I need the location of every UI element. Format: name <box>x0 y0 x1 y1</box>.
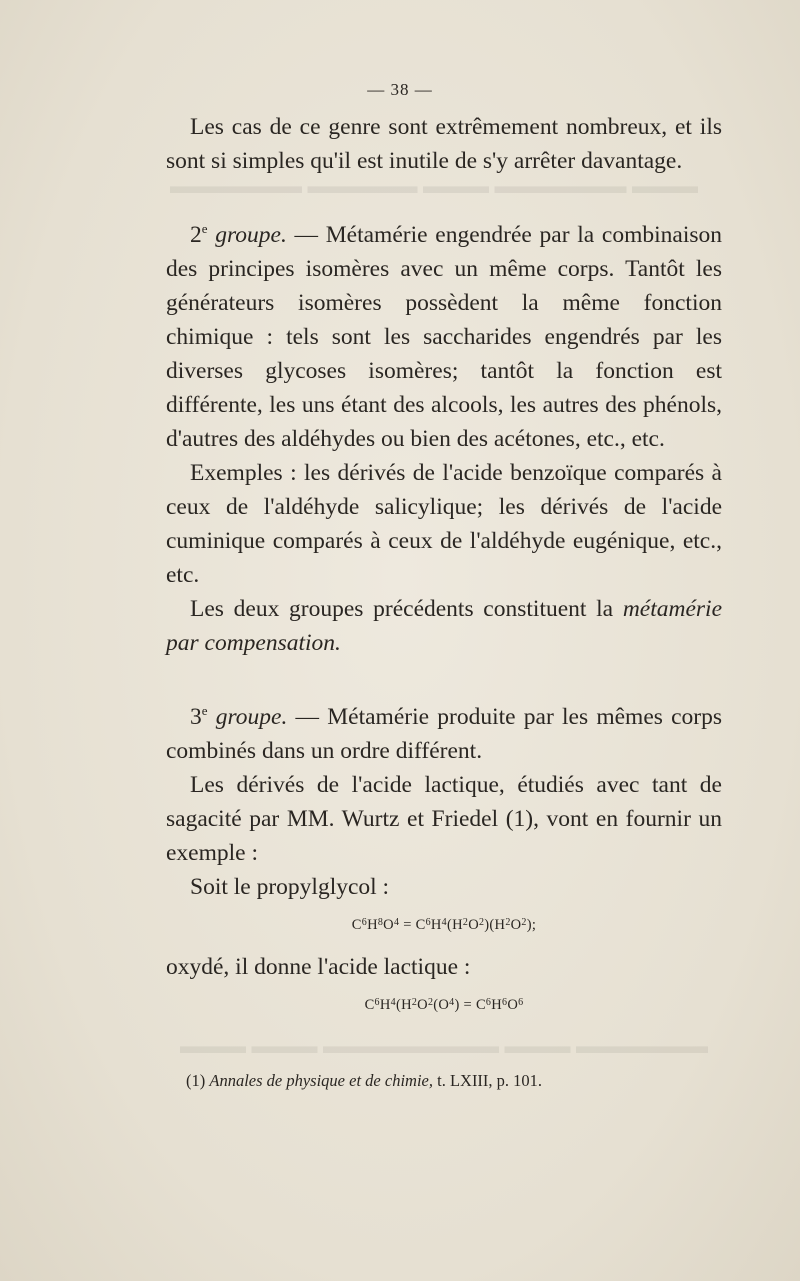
paragraph-examples: Exemples : les dérivés de l'acide benzoïque comparés à ceux de l'aldéhyde salicylique; les dérivés de l'acide cuminique comparés à ceux de l'aldéhyde eugénique, etc., etc. <box>166 459 722 588</box>
paragraph-oxidized: oxydé, il donne l'acide lactique : <box>166 953 471 980</box>
bleed-through-texture: ▬▬▬ ▬▬▬▬▬▬ ▬▬▬ ▬▬▬▬▬ ▬▬▬▬▬▬ <box>170 173 698 198</box>
group-number: 3e <box>190 702 208 730</box>
group-label: groupe. <box>215 221 287 248</box>
group-description: — Métamérie produite par les mêmes corps combinés dans un ordre différent. <box>166 703 723 764</box>
bleed-through-texture: ▬▬▬▬▬▬ ▬▬▬ ▬▬▬▬▬▬▬▬ ▬▬▬ ▬▬▬ <box>180 1033 708 1058</box>
group-number: 2e <box>190 221 208 248</box>
group-label: groupe. <box>215 703 288 730</box>
paragraph-propylglycol: Soit le propylglycol : <box>190 873 390 900</box>
formula-lactic-acid: $C^6H^4(H^2O^2(O^4) = C^6H^6O^6$ <box>364 996 524 1013</box>
paragraph-compensation: Les deux groupes précédents constituent la métamérie par compensation. <box>166 595 722 656</box>
main-text <box>166 110 722 1030</box>
italic-term: métamérie par compensation. <box>166 595 722 656</box>
footnote-title: Annales de physique et de chimie, <box>209 1071 433 1090</box>
formula-propylglycol: $C^6H^8O^4 = C^6H^4(H^2O^2)(H^2O^2)$; <box>351 916 537 933</box>
footnote-reference: t. LXIII, p. 101. <box>432 1071 543 1090</box>
paragraph-third-group <box>166 694 722 768</box>
footnote-mark: (1) <box>186 1071 206 1090</box>
paragraph-second-group <box>166 212 722 456</box>
page-number: — 38 — <box>367 80 433 99</box>
paragraph-cases: Les cas de ce genre sont extrêmement nombreux, et ils sont si simples qu'il est inutile de s'y arrêter davantage. <box>166 114 722 174</box>
footnote <box>186 1070 706 1092</box>
paragraph-lactic: Les dérivés de l'acide lactique, étudiés avec tant de sagacité par MM. Wurtz et Friedel (1), vont en fournir un exemple : <box>166 771 722 866</box>
group-description: — Métamérie engendrée par la combinaison des principes isomères avec un même corps. Tantôt les générateurs isomères possèdent la même fonction chimique : tels sont les saccharides engendrés par les diverses glycoses isomères; tantôt la fonction est différente, les uns étant des alcools, les autres des phénols, d'autres des aldéhydes ou bien des acétones, etc., etc. <box>166 221 723 452</box>
